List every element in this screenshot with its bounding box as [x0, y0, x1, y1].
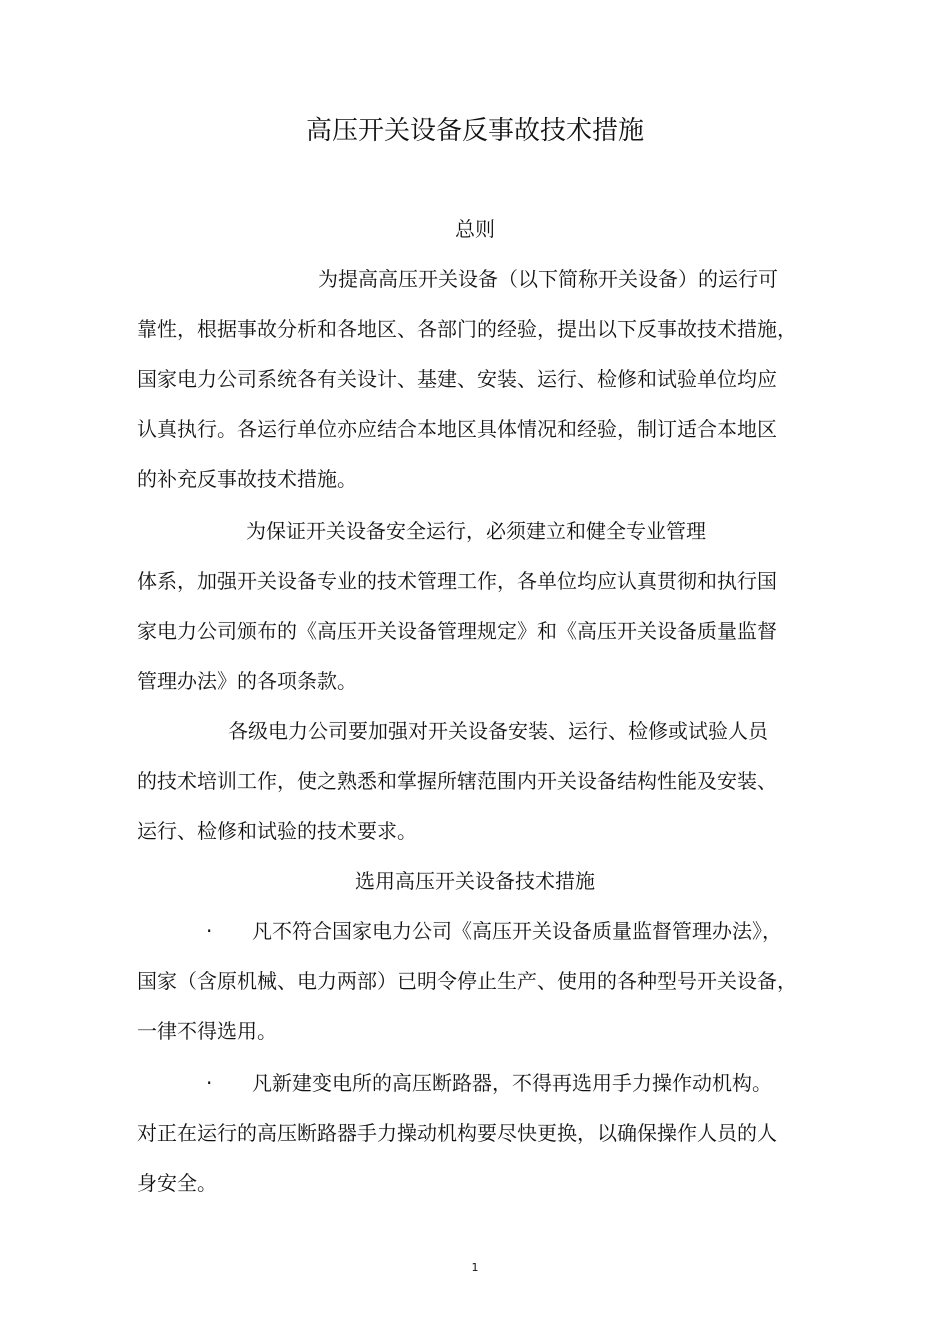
- paragraph-line: 家电力公司颁布的《高压开关设备管理规定》和《高压开关设备质量监督: [137, 619, 777, 643]
- list-item-line: 一律不得选用。: [137, 1019, 277, 1043]
- paragraph-line: 各级电力公司要加强对开关设备安装、运行、检修或试验人员: [228, 719, 768, 743]
- list-item-line: 国家（含原机械、电力两部）已明令停止生产、使用的各种型号开关设备，: [137, 969, 797, 993]
- paragraph-line: 管理办法》的各项条款。: [137, 669, 357, 693]
- list-item-line: 凡新建变电所的高压断路器，不得再选用手力操作动机构。: [252, 1071, 772, 1095]
- document-title: 高压开关设备反事故技术措施: [305, 116, 644, 146]
- paragraph-line: 认真执行。各运行单位亦应结合本地区具体情况和经验，制订适合本地区: [137, 417, 777, 441]
- paragraph-line: 运行、检修和试验的技术要求。: [137, 819, 417, 843]
- paragraph-line: 靠性，根据事故分析和各地区、各部门的经验，提出以下反事故技术措施，: [137, 317, 797, 341]
- list-item-line: 凡不符合国家电力公司《高压开关设备质量监督管理办法》，: [252, 919, 782, 943]
- paragraph-line: 为保证开关设备安全运行，必须建立和健全专业管理: [246, 519, 706, 543]
- section-heading-selection: 选用高压开关设备技术措施: [355, 869, 595, 893]
- paragraph-line: 的补充反事故技术措施。: [137, 467, 357, 491]
- section-heading-general: 总则: [455, 217, 495, 241]
- paragraph-line: 国家电力公司系统各有关设计、基建、安装、运行、检修和试验单位均应: [137, 367, 777, 391]
- page-number: 1: [471, 1261, 479, 1274]
- bullet-marker: ·: [206, 1071, 213, 1095]
- paragraph-line: 体系，加强开关设备专业的技术管理工作，各单位均应认真贯彻和执行国: [137, 569, 777, 593]
- list-item-line: 对正在运行的高压断路器手力操动机构要尽快更换，以确保操作人员的人: [137, 1121, 777, 1145]
- list-item-line: 身安全。: [137, 1171, 217, 1195]
- bullet-marker: ·: [206, 919, 213, 943]
- paragraph-line: 为提高高压开关设备（以下简称开关设备）的运行可: [318, 267, 778, 291]
- paragraph-line: 的技术培训工作，使之熟悉和掌握所辖范围内开关设备结构性能及安装、: [137, 769, 777, 793]
